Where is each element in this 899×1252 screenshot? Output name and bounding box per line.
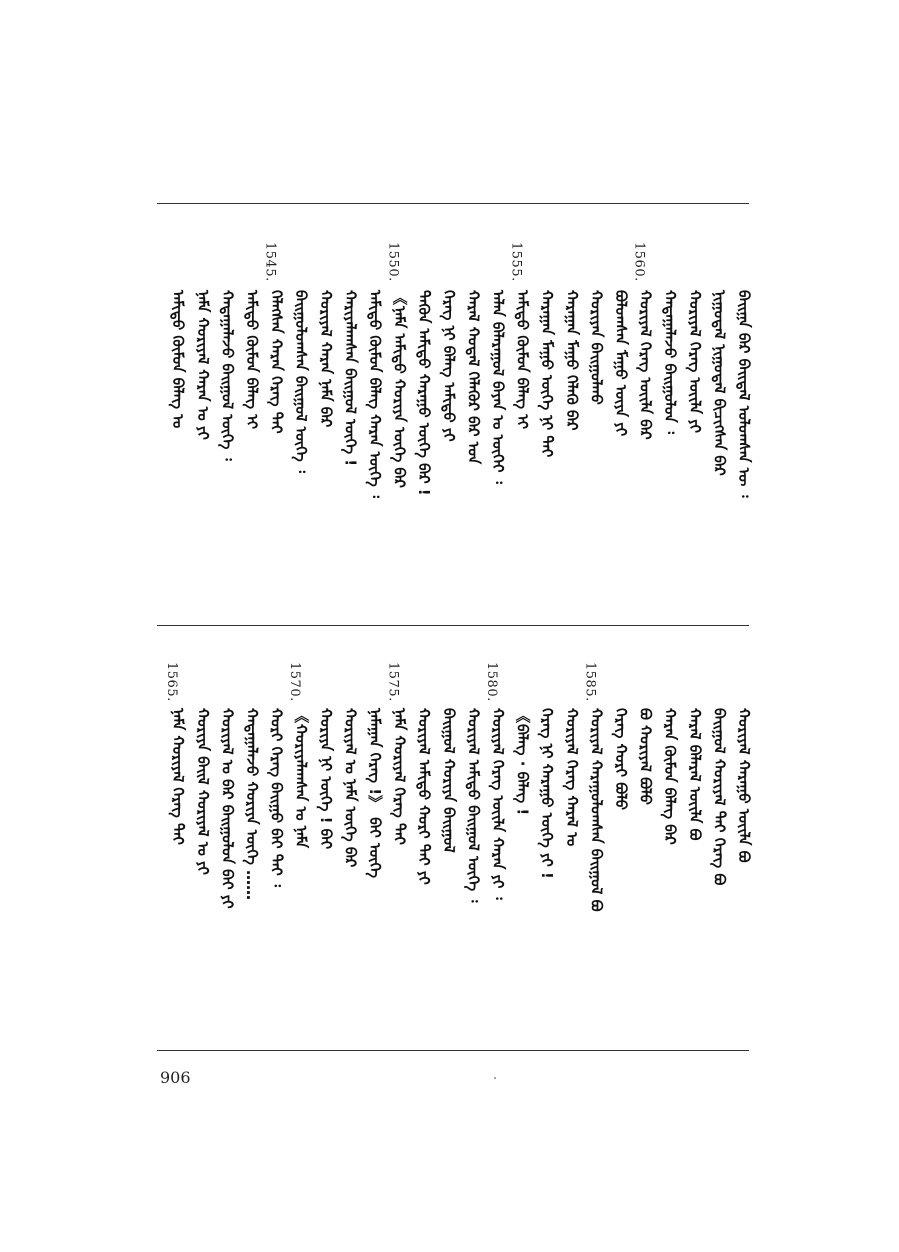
verse-text: ᠠᠯᠠᠨ ᠪᠠᠯᠠᠷᠠᠭᠤᠯ ᠪᠠᠶᠠᠨ ᠤ ᠦᠭᠡᠢ ᠄	[489, 290, 507, 484]
verse-text: ᠪᠤ ᠬᠤᠷᠢᠶᠠᠯ ᠪᠤᠯᠤ	[636, 708, 655, 805]
middle-rule	[157, 625, 749, 626]
line-number: 1565.	[164, 662, 180, 702]
verse-text: ᠪᠠᠢᠭᠤᠯᠤᠭᠰᠠᠨ ᠪᠠᠢᠭᠤᠯ ᠦᠭᠡ ᠄	[292, 290, 311, 473]
verse-text: ᠬᠠᠳᠠᠭᠠᠯᠠᠵᠤ ᠪᠠᠢᠭᠤᠯᠤᠨ ᠄	[661, 290, 680, 434]
verse-text: ᠬᠤᠷᠢᠶᠠ ᠪᠠᠢᠯ ᠬᠤᠷᠢᠶᠠᠯ ᠣ ᠶᠢ	[193, 708, 212, 875]
top-rule	[157, 203, 749, 204]
verse-text: ᠬᠠᠷᠠᠯ ᠪᠠᠯᠠᠷᠠᠯ ᠦᠢᠯᠡ ᠪᠤ	[685, 708, 704, 841]
verse-text: ᠬᠠᠷᠠᠨ ᠬᠦᠮᠦᠨ ᠪᠡᠯᠡᠭ ᠪᠡᠷ	[661, 708, 680, 845]
verse-text: ᠬᠤᠷᠢᠶᠠᠯ ᠬᠡᠷᠡᠭ ᠦᠢᠯᠡ ᠶᠢ	[685, 290, 704, 434]
verse-text: ᠬᠤᠷᠢᠶᠠᠯ ᠬᠡᠷᠡᠭ ᠬᠠᠷᠠᠯ ᠣ	[562, 708, 581, 847]
verse-text: ᠬᠤᠷᠢ ᠬᠡᠷᠡᠭ ᠪᠠᠢᠭᠤ ᠪᠠᠢ ᠲᠡᠢ ᠄	[267, 708, 286, 887]
verse-text: 《ᠪᠡᠯᠡᠭ · ᠪᠡᠯᠡᠭ !	[513, 708, 532, 816]
line-number: 1550.	[385, 242, 401, 282]
verse-text: 《ᠬᠤᠷᠢᠶᠠᠯᠠᠭᠰᠠᠨ ᠣ ᠨᠠᠮᠠ	[292, 708, 311, 849]
verse-text: ᠪᠠᠢᠭᠤᠯ ᠬᠤᠷᠢᠶᠠᠯ ᠲᠡᠢ ᠬᠡᠷᠡᠭ ᠪᠤ	[710, 708, 729, 886]
verse-text: ᠪᠤᠯᠤᠭᠰᠠᠨ ᠮᠠᠭᠤ ᠦᠶᠡ ᠶᠢ	[612, 290, 630, 437]
verse-text: ᠬᠤᠷᠢᠶᠠᠨ ᠪᠠᠢᠭᠤᠯᠬᠤ	[587, 290, 606, 405]
verse-text: ᠬᠤᠷᠢᠶᠠᠯ ᠣ ᠪᠡᠷ ᠪᠠᠢᠭᠤᠯᠤᠨ ᠪᠠᠢ ᠶᠢ	[218, 708, 237, 909]
verse-text: ᠬᠡᠷᠡᠭ ᠬᠤᠷᠢ ᠪᠤᠯᠤ	[612, 708, 630, 810]
verse-text: ᠨᠠᠮᠠ ᠬᠤᠷᠢᠶᠠᠯ ᠬᠡᠷᠡᠭ ᠲᠡᠢ	[390, 708, 409, 845]
verse-text: ᠲᠡᠭᠦᠨ ᠠᠮᠢᠳᠤ ᠬᠠᠷᠠᠭᠤ ᠦᠭᠡ ᠪᠡᠷ !	[415, 290, 434, 496]
verse-text: ᠨᠢᠭᠤᠳᠠᠯ ᠨᠢᠭᠤᠳᠠᠯ ᠪᠢᠴᠢᠭᠰᠡᠨ ᠪᠡᠷ	[710, 290, 729, 476]
verse-text: ᠬᠤᠷᠢᠶᠠᠯ ᠬᠠᠷᠠᠨ ᠨᠠᠮᠠ ᠪᠡᠷ	[316, 290, 335, 428]
line-number: 1555.	[508, 242, 524, 282]
verse-text: ᠠᠮᠢᠳᠤ ᠬᠦᠮᠦᠨ ᠪᠡᠯᠡᠭ ᠢ	[243, 290, 261, 430]
verse-text: ᠬᠡᠯᠡᠭᠰᠡᠨ ᠬᠠᠷᠠᠨ ᠬᠡᠷᠡᠭ ᠲᠡᠢ	[267, 290, 286, 434]
verse-text: ᠠᠮᠢᠳᠤ ᠬᠦᠮᠦᠨ ᠪᠡᠯᠡᠭ ᠬᠠᠷᠠᠨ ᠦᠭᠡ ᠄	[366, 290, 384, 498]
verse-text: ᠨᠠᠮᠠᠭᠠᠨ ᠬᠡᠷᠡᠭ !》 ᠪᠠᠢ ᠦᠭᠡ	[366, 708, 384, 878]
verse-text: ᠬᠠᠷᠠᠯ ᠬᠤᠳᠠᠯ ᠬᠡᠯᠡᠭᠦᠷ ᠪᠠᠷ ᠤᠨ	[464, 290, 483, 465]
verse-text: ᠬᠠᠳᠠᠭᠠᠯᠠᠵᠤ ᠬᠤᠷᠢᠶᠠ ᠦᠭᠡ ……	[243, 708, 261, 901]
verse-text: ᠬᠤᠷᠢᠶᠠᠯ ᠠᠮᠢᠳᠤ ᠪᠠᠢᠭᠤᠯ ᠦᠭᠡ ᠄	[464, 708, 483, 903]
line-number: 1560.	[631, 242, 647, 282]
line-number: 1570.	[287, 662, 303, 702]
line-number: 1580.	[484, 662, 499, 702]
verse-text: ᠨᠠᠮᠠ ᠬᠤᠷᠢᠶᠠᠯ ᠬᠠᠷᠠᠨ ᠣ ᠶᠢ	[193, 290, 212, 440]
verse-text: ᠬᠠᠳᠠᠭᠠᠯᠠᠵᠤ ᠪᠠᠢᠭᠤᠯ ᠦᠭᠡ ᠄	[218, 290, 237, 461]
verse-text: 《ᠨᠠᠮᠠ ᠠᠮᠢᠳᠤ ᠬᠤᠷᠢᠶᠠ ᠦᠭᠡ ᠪᠡᠷ	[390, 290, 409, 488]
verse-text: ᠠᠮᠢᠳᠤ ᠬᠦᠮᠦᠨ ᠪᠡᠯᠡᠭ ᠢ	[513, 290, 532, 430]
verse-text: ᠪᠠᠢᠭᠤᠯ ᠬᠤᠷᠢᠶᠠ ᠪᠠᠢᠭᠤᠯ	[439, 708, 458, 853]
line-number: 1585.	[582, 662, 598, 702]
verse-text: ᠪᠠᠢ᠌ᠭᠠ ᠪᠡᠷ ᠪᠠᠢᠳᠠᠯ ᠤᠯᠤᠭᠰᠠᠨ ᠦ ᠄	[735, 290, 753, 498]
line-number: 1545.	[262, 242, 278, 282]
verse-text: ᠬᠡᠷᠡᠭ ᠨᠢ ᠪᠡᠯᠡᠭ ᠠᠮᠢᠳᠤ ᠶᠢ	[439, 290, 458, 442]
line-number: 1575.	[385, 662, 401, 702]
verse-text: ᠬᠤᠷᠢᠶᠠᠯ ᠣ ᠨᠠᠮᠠ ᠦᠭᠡ ᠪᠡᠷ	[341, 708, 360, 868]
verse-text: ᠨᠠᠮᠠ ᠬᠤᠷᠢᠶᠠᠯ ᠬᠡᠷᠡᠭ ᠲᠡᠢ	[169, 708, 188, 845]
verse-text: ᠬᠤᠷᠢᠶᠠᠯ ᠬᠡᠷᠡᠭ ᠦᠢᠯᠡ ᠪᠡᠷ	[636, 290, 655, 440]
verse-text: ᠬᠡᠷᠡᠭ ᠨᠢ ᠬᠠᠷᠠᠭᠤ ᠦᠭᠡ ᠶᠢ !	[538, 708, 557, 879]
verse-text: ᠬᠤᠷᠢᠶᠠ ᠨᠢ ᠦᠭᠡ ! ᠪᠠᠢ	[316, 708, 335, 850]
verse-text: ᠬᠤᠷᠢᠶᠠᠯ ᠬᠠᠷᠠᠭᠤ ᠦᠢᠯᠡ ᠪᠤ	[735, 708, 753, 863]
verse-text: ᠬᠤᠷᠢᠶᠠᠯ ᠬᠡᠷᠡᠭ ᠦᠢᠯᠡ ᠬᠠᠷᠠᠨ ᠶᠢ ᠄	[489, 708, 507, 900]
printer-dot	[494, 1077, 496, 1079]
verse-text: ᠬᠠᠷᠠᠭᠠᠨ ᠮᠠᠭᠤ ᠦᠭᠡ ᠨᠢ ᠲᠡᠢ	[538, 290, 557, 458]
verse-text: ᠠᠮᠢᠳᠤ ᠬᠦᠮᠦᠨ ᠪᠡᠯᠡᠭ ᠣ	[169, 290, 188, 429]
verse-text: ᠬᠠᠷᠢᠶᠠᠯᠠᠭᠰᠠᠨ ᠪᠠᠢᠭᠤᠯ ᠦᠭᠡ !	[341, 290, 360, 467]
page-number: 906	[160, 1068, 191, 1087]
verse-text: ᠬᠤᠷᠢᠶᠠᠯ ᠬᠠᠷᠠᠭᠤᠯᠤᠭᠰᠠᠨ ᠪᠠᠢᠭᠤᠯ ᠪᠤ	[587, 708, 606, 912]
verse-text: ᠬᠤᠷᠢᠶᠠᠯ ᠠᠮᠢᠳᠤ ᠬᠤᠷᠢ ᠲᠡᠢ ᠶᠢ	[415, 708, 434, 885]
bottom-rule	[157, 1050, 749, 1051]
verse-text: ᠬᠠᠷᠠᠭᠠᠨ ᠮᠠᠭᠤ ᠬᠡᠯᠡᠬᠦ ᠪᠡᠷ	[562, 290, 581, 431]
